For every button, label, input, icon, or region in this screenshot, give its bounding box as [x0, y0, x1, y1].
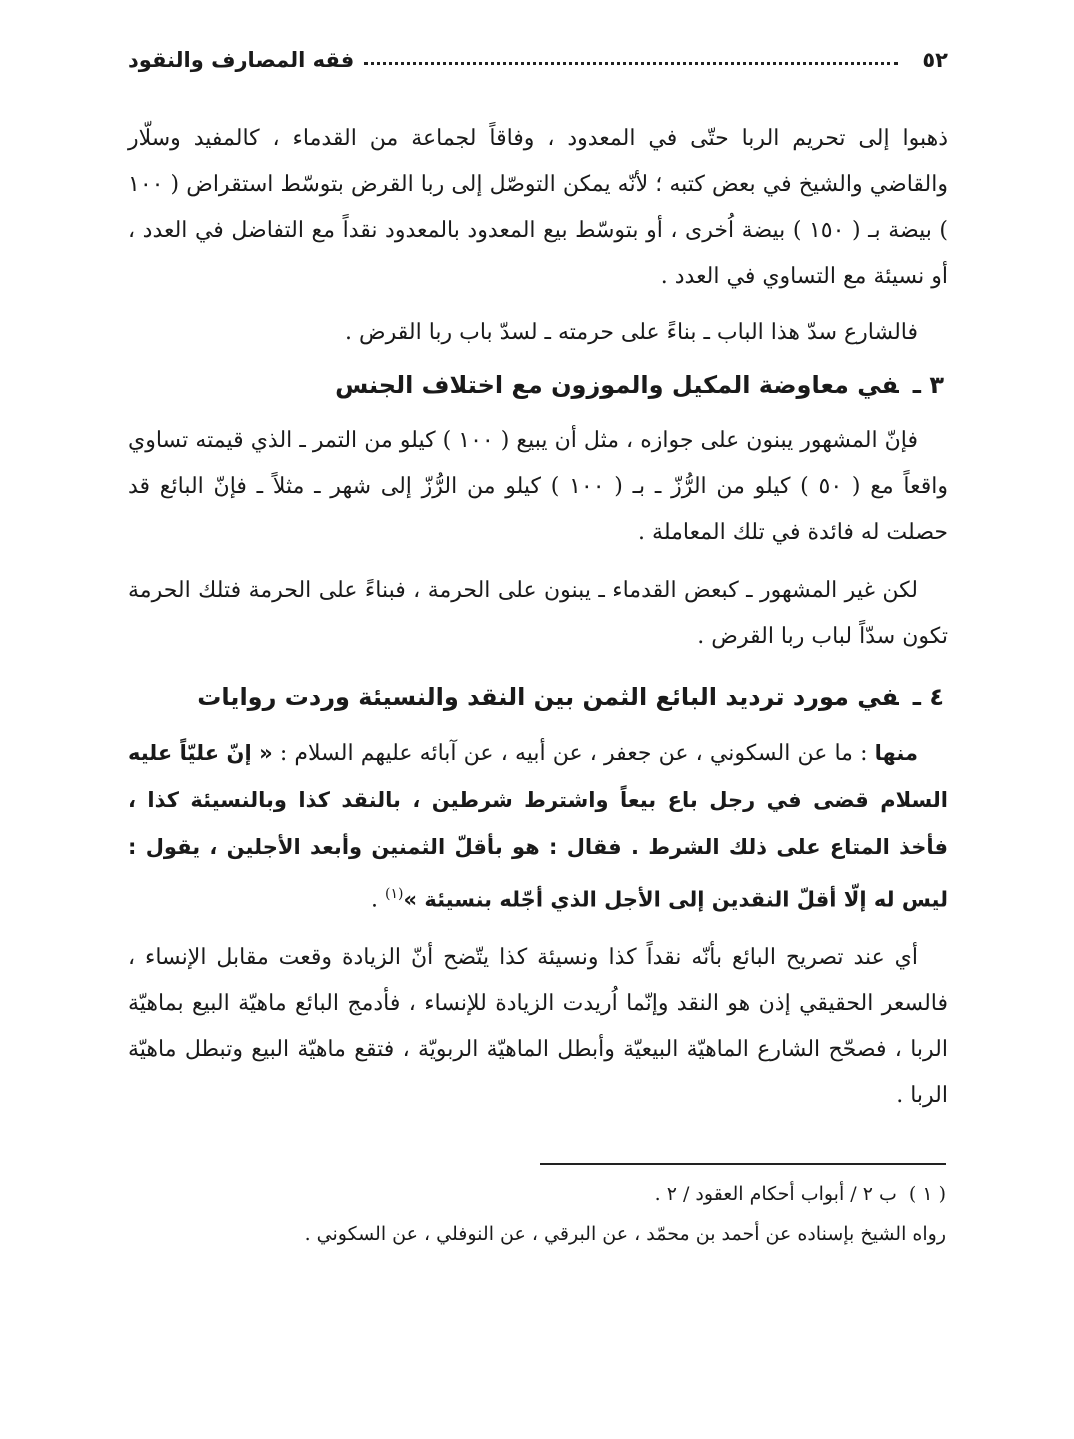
narration-intro: : ما عن السكوني ، عن جعفر ، عن أبيه ، عن آبائه عليهم السلام :: [272, 741, 875, 766]
section-number-3: ٣ ـ: [912, 371, 944, 399]
section-title-3: في معاوضة المكيل والموزون مع اختلاف الجنس: [335, 371, 899, 399]
paragraph-6: أي عند تصريح البائع بأنّه نقداً كذا ونسيئة كذا يتّضح أنّ الزيادة وقعت مقابل الإنساء ، فالسعر الحقيقي إذن هو النقد وإنّما اُريدت الزيادة للإنساء ، فأدمج البائع ماهيّة البيع بماهيّة الربا ، فصحّح الشارع الماهيّة البيعيّة وأبطل الماهيّة الربويّة ، فتقع ماهيّة البيع وتبطل ماهيّة الربا .: [128, 945, 948, 1109]
section-heading-3: [128, 360, 948, 410]
footnote-text: ب ٢ / أبواب أحكام العقود / ٢ .: [654, 1183, 897, 1206]
paragraph-3: فإنّ المشهور يبنون على جوازه ، مثل أن يبيع ( ١٠٠ ) كيلو من التمر ـ الذي قيمته تساوي واقعاً مع ( ٥٠ ) كيلو من الرُّزّ ـ بـ ( ١٠٠ ) كيلو من الرُّزّ إلى شهر ـ مثلاً ـ فإنّ البائع قد حصلت له فائدة في تلك المعاملة .: [128, 428, 949, 545]
paragraph-5: [128, 730, 948, 923]
lead-word: منها: [874, 741, 918, 765]
narration-quote: « إنّ عليّاً عليه السلام قضى في رجل باع بيعاً واشترط شرطين ، بالنقد كذا وبالنسيئة كذا ، فأخذ المتاع على ذلك الشرط . فقال : هو بأقلّ الثمنين وأبعد الأجلين ، يقول : ليس له إلّا أقلّ النقدين إلى الأجل الذي أجّله بنسيئة »: [128, 741, 948, 912]
leader-dots: [364, 62, 898, 65]
running-title: فقه المصارف والنقود: [128, 48, 355, 72]
paragraph-4: لكن غير المشهور ـ كبعض القدماء ـ يبنون على الحرمة ، فبناءً على الحرمة فتلك الحرمة تكون سدّاً لباب ربا القرض .: [128, 578, 948, 649]
narration-end: .: [371, 887, 386, 913]
footnote-ref-1[interactable]: (١): [385, 886, 404, 902]
paragraph-1: ذهبوا إلى تحريم الربا حتّى في المعدود ، وفاقاً لجماعة من القدماء ، كالمفيد وسلّار والقاضي والشيخ في بعض كتبه ؛ لأنّه يمكن التوصّل إلى ربا القرض بتوسّط استقراض ( ١٠٠ ) بيضة بـ ( ١٥٠ ) بيضة اُخرى ، أو بتوسّط بيع المعدود بالمعدود نقداً مع التفاضل في العدد ، أو نسيئة مع التساوي في العدد .: [128, 126, 948, 289]
running-head: [128, 40, 948, 80]
section-title-4: في مورد ترديد البائع الثمن بين النقد والنسيئة وردت روايات: [197, 683, 899, 711]
footnote-1-continued: رواه الشيخ بإسناده عن أحمد بن محمّد ، عن البرقي ، عن النوفلي ، عن السكوني .: [304, 1223, 946, 1246]
footnote-divider: [540, 1163, 946, 1165]
page-number: ٥٢: [922, 48, 948, 72]
paragraph-2: فالشارع سدّ هذا الباب ـ بناءً على حرمته ـ لسدّ باب ربا القرض .: [345, 320, 918, 345]
footnote-number: ( ١ ): [908, 1183, 946, 1206]
section-heading-4: [128, 672, 948, 722]
footnote-1: [128, 1175, 948, 1213]
section-number-4: ٤ ـ: [912, 683, 944, 711]
